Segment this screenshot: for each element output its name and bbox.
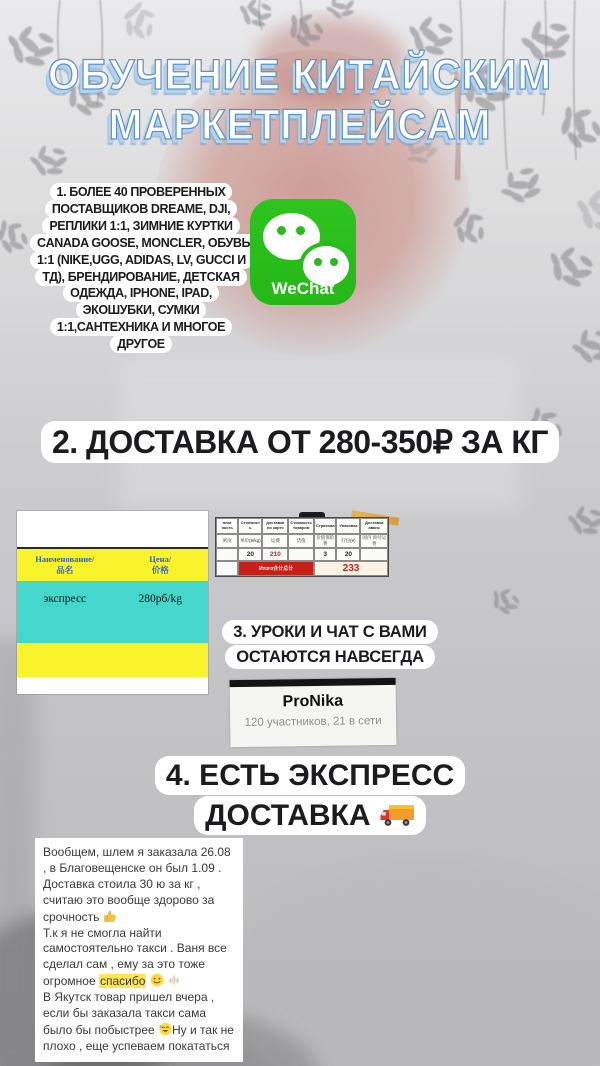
price-table-row — [17, 581, 208, 643]
chat-header-screenshot — [230, 678, 397, 747]
calc-total-label: Итого合计总计 — [238, 561, 314, 576]
point-1-suppliers — [30, 184, 252, 353]
calc-header: Доставка аванс — [360, 518, 388, 534]
calc-value: 210 — [262, 548, 288, 561]
price-table-header-price: Цена/ 价格 — [149, 554, 172, 575]
calc-table — [215, 517, 389, 577]
calc-subheader: 密度 — [216, 534, 238, 548]
calc-total-empty — [216, 561, 238, 576]
title-line-2: МАРКЕТПЛЕЙСАМ — [108, 101, 492, 149]
customer-review — [35, 838, 243, 1062]
point-1-text: 1. БОЛЕЕ 40 ПРОВЕРЕННЫХ ПОСТАВЩИКОВ DREAME, DJI, РЕПЛИКИ 1:1, ЗИМНИЕ КУРТКИ CANADA GOOSE, MONCLER, ОБУВЬ 1:1 (NIKE,UGG, ADIDAS, LV, GUCCI И ТД), БРЕНДИРОВАНИЕ, ДЕТСКАЯ ОДЕЖДА, IPHONE, IPAD, ЭКОШУБКИ, СУМКИ 1:1,САНТЕХНИКА И МНОГОЕ ДРУГОЕ — [30, 183, 257, 353]
review-text: В Якутск товар пришел вчера , если бы заказала такси сама было бы побыстрее — [43, 990, 215, 1037]
calc-value: 3 — [314, 548, 336, 561]
price-table-header-name: Наименование/ 品名 — [35, 554, 95, 575]
delivery-truck-icon — [379, 802, 415, 828]
point-3-text: 3. УРОКИ И ЧАТ С ВАМИ ОСТАЮТСЯ НАВСЕГДА — [222, 620, 437, 669]
calc-header: Стоимост ь — [238, 518, 262, 534]
page-title — [18, 50, 582, 150]
review-text: Т.к я не смогла найти самостоятельно такси . Ваня все сделал сам , ему за это тоже огромное — [43, 925, 227, 989]
calc-total-value: 233 — [314, 561, 388, 576]
thumbs-up-icon — [103, 909, 117, 923]
price-table-row-name: экспресс — [43, 593, 87, 605]
price-table-row-price: 280рб/kg — [138, 593, 183, 605]
highlighted-word: спасибо — [99, 974, 146, 989]
calc-value — [360, 548, 388, 561]
calc-header: Упаковка — [336, 518, 360, 534]
point-4-express — [130, 756, 490, 836]
title-line-1: ОБУЧЕНИЕ КИТАЙСКИМ — [47, 51, 553, 99]
chat-header-top-bar — [230, 678, 396, 687]
review-text: Вообщем, шлем я заказала 26.08 , в Благовещенске он был 1.09 . Доставка стоила 30 ю за кг , считаю это вообще здорово за срочность — [43, 845, 231, 924]
chat-subtitle: 120 участников, 21 в сети — [244, 715, 382, 729]
calc-value — [216, 548, 238, 561]
calc-header: Стоимость товаров — [288, 518, 314, 534]
smile-icon — [150, 973, 164, 987]
calc-table-screenshot — [215, 512, 389, 577]
point-4-text: 4. ЕСТЬ ЭКСПРЕСС ДОСТАВКА — [165, 759, 455, 832]
sweat-smile-icon — [158, 1022, 172, 1036]
calc-value: 20 — [336, 548, 360, 561]
calc-header: Страхова — [314, 518, 336, 534]
point-2-delivery-price — [40, 420, 560, 464]
calc-subheader: 运费 — [262, 534, 288, 548]
price-table-header — [17, 547, 208, 583]
calc-subheader: 货值 — [288, 534, 314, 548]
point-2-text: 2. ДОСТАВКА ОТ 280-350₽ ЗА КГ — [41, 421, 559, 463]
calc-header: плот ность — [216, 518, 238, 534]
review-text: Ну и так не плохо , еще успеваем покататься — [43, 1022, 234, 1053]
point-3-lessons — [215, 620, 445, 670]
calc-subheader: 打包(¥) — [336, 534, 360, 548]
calc-value: 20 — [238, 548, 262, 561]
calc-header: доставка по карте — [262, 518, 288, 534]
calc-subheader: 国内 预付运费 — [362, 535, 387, 546]
calc-subheader: 单价(¥/kg) — [238, 534, 262, 548]
price-table-screenshot — [17, 511, 208, 694]
pray-icon — [167, 973, 181, 987]
wechat-logo-icon — [250, 199, 356, 305]
wechat-label: WeChat — [271, 279, 335, 298]
price-table-footer-band — [17, 643, 208, 677]
chat-title: ProNika — [282, 692, 344, 711]
calc-value — [288, 548, 314, 561]
calc-subheader: 价值保险费 — [314, 534, 336, 548]
